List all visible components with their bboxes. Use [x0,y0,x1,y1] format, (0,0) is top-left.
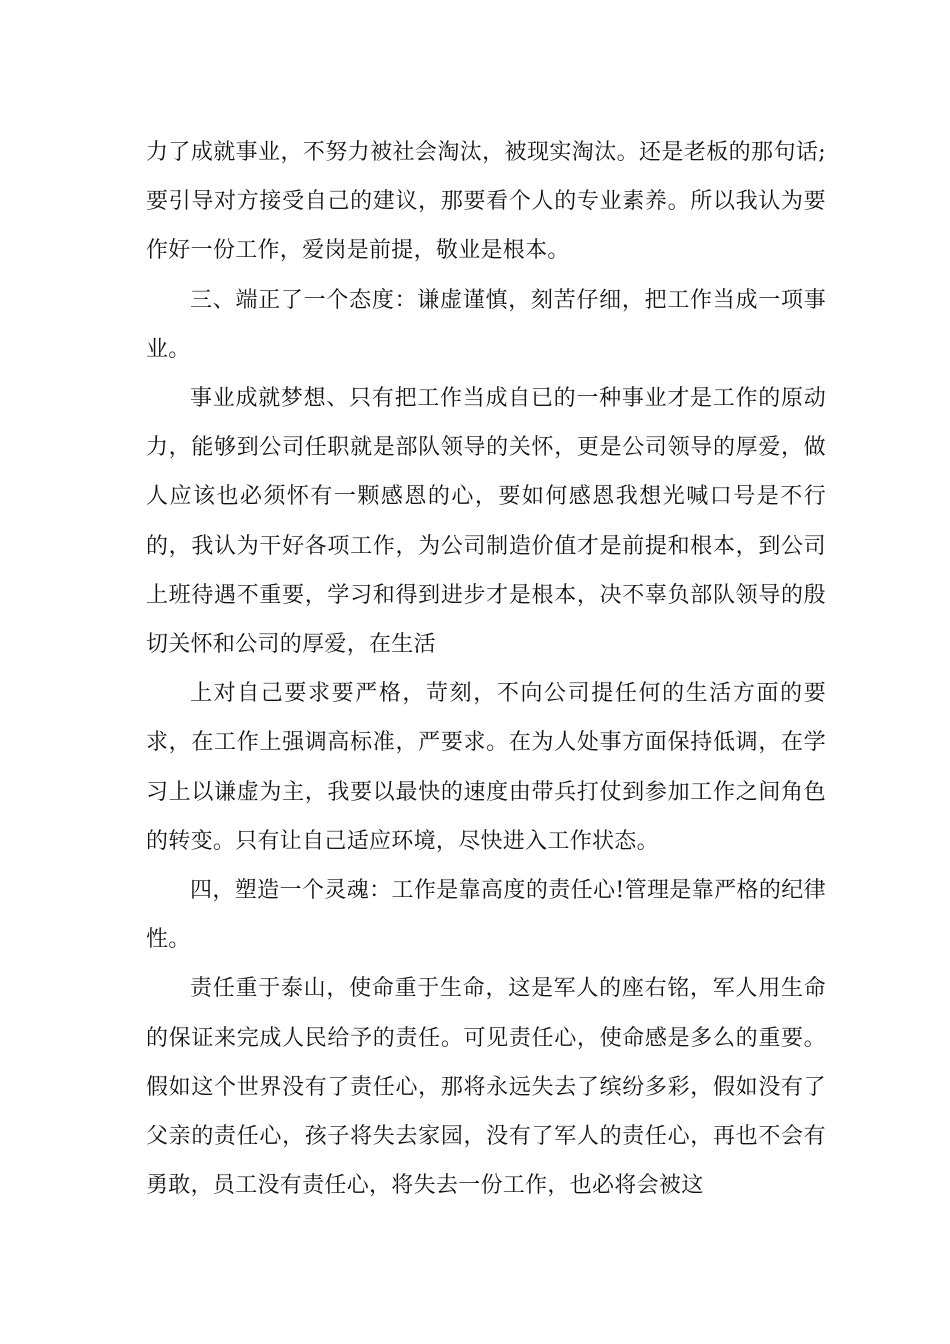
paragraph-continuation: 力了成就事业，不努力被社会淘汰，被现实淘汰。还是老板的那句话;要引导对方接受自己的建议，那要看个人的专业素养。所以我认为要作好一份工作，爱岗是前提，敬业是根本。 [146,140,826,264]
document-body [146,128,826,1210]
paragraph-responsibility: 责任重于泰山，使命重于生命，这是军人的座右铭，军人用生命的保证来完成人民给予的责任。可见责任心，使命感是多么的重要。假如这个世界没有了责任心，那将永远失去了缤纷多彩，假如没有了父亲的责任心，孩子将失去家园，没有了军人的责任心，再也不会有勇敢，员工没有责任心，将失去一份工作，也必将会被这 [146,976,826,1199]
paragraph-heading-three: 三、端正了一个态度：谦虚谨慎，刻苦仔细，把工作当成一项事业。 [146,287,826,362]
paragraph-career-dream: 事业成就梦想、只有把工作当成自已的一种事业才是工作的原动力，能够到公司任职就是部队领导的关怀，更是公司领导的厚爱，做人应该也必须怀有一颗感恩的心，要如何感恩我想光喊口号是不行的，我认为干好各项工作，为公司制造价值才是前提和根本，到公司上班待遇不重要，学习和得到进步才是根本，决不辜负部队领导的殷切关怀和公司的厚爱，在生活 [146,386,826,658]
paragraph-strict-requirements: 上对自己要求要严格，苛刻，不向公司提任何的生活方面的要求，在工作上强调高标准，严要求。在为人处事方面保持低调，在学习上以谦虚为主，我要以最快的速度由带兵打仗到参加工作之间角色的转变。只有让自己适应环境，尽快进入工作状态。 [146,681,826,854]
paragraph-heading-four: 四，塑造一个灵魂：工作是靠高度的责任心!管理是靠严格的纪律性。 [146,878,826,953]
